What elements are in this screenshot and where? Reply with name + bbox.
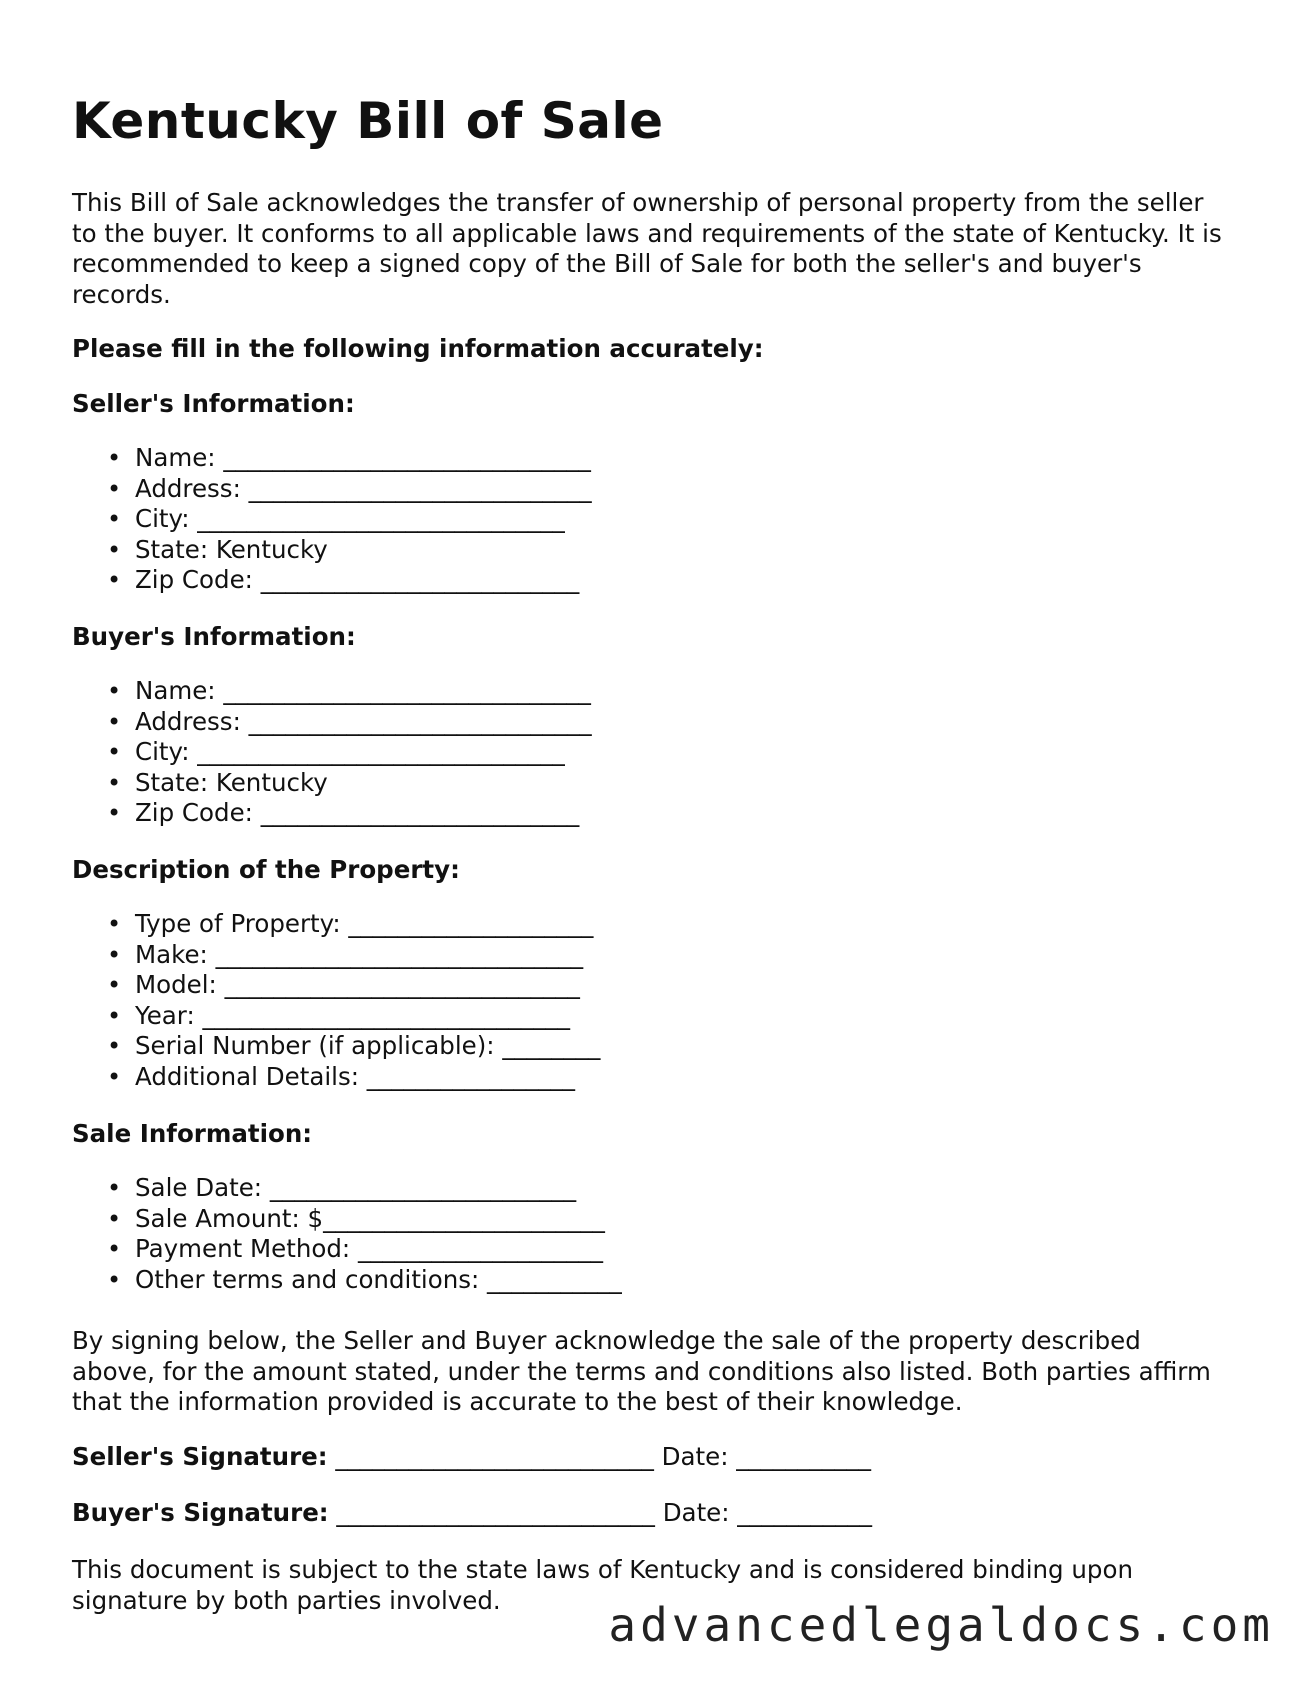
seller-name-field[interactable]: • Name: ______________________________ (72, 443, 592, 474)
seller-zip-field[interactable]: • Zip Code: __________________________ (72, 565, 592, 596)
buyer-signature-row (72, 1498, 872, 1528)
property-section (72, 855, 600, 1092)
seller-address-field[interactable]: • Address: ____________________________ (72, 474, 592, 505)
seller-list (72, 443, 592, 596)
property-make-field[interactable]: • Make: ______________________________ (72, 940, 600, 971)
property-year-field[interactable]: • Year: ______________________________ (72, 1001, 600, 1032)
seller-signature-label: Seller's Signature: (72, 1442, 328, 1471)
buyer-signature-label: Buyer's Signature: (72, 1498, 329, 1527)
seller-heading: Seller's Information: (72, 389, 355, 418)
seller-signature-row (72, 1442, 871, 1472)
property-model-field[interactable]: • Model: _____________________________ (72, 970, 600, 1001)
property-heading: Description of the Property: (72, 855, 460, 884)
seller-section (72, 389, 592, 596)
watermark-text: advancedlegaldocs.com (608, 1598, 1274, 1652)
buyer-zip-field[interactable]: • Zip Code: __________________________ (72, 798, 592, 829)
sale-date-field[interactable]: • Sale Date: _________________________ (72, 1173, 622, 1204)
buyer-address-field[interactable]: • Address: ____________________________ (72, 707, 592, 738)
other-terms-field[interactable]: • Other terms and conditions: ___________ (72, 1265, 622, 1296)
seller-state-field: • State: Kentucky (72, 535, 592, 566)
property-serial-field[interactable]: • Serial Number (if applicable): ________ (72, 1031, 600, 1062)
buyer-state-field: • State: Kentucky (72, 768, 592, 799)
buyer-signature-field[interactable]: __________________________ Date: ___________ (336, 1498, 873, 1527)
intro-paragraph: This Bill of Sale acknowledges the transfer of ownership of personal property from the seller to the buyer. It conforms to all applicable laws and requirements of the state of Kentucky. It is recommended to keep a signed copy of the Bill of Sale for both the seller's and buyer's records. (72, 188, 1222, 309)
seller-city-field[interactable]: • City: ______________________________ (72, 504, 592, 535)
buyer-city-field[interactable]: • City: ______________________________ (72, 737, 592, 768)
property-details-field[interactable]: • Additional Details: _________________ (72, 1062, 600, 1093)
buyer-section (72, 622, 592, 829)
closing-paragraph: This document is subject to the state laws of Kentucky and is considered binding upon signature by both parties involved. (72, 1555, 1133, 1615)
property-list (72, 909, 600, 1092)
document-title: Kentucky Bill of Sale (72, 92, 664, 150)
buyer-list (72, 676, 592, 829)
seller-signature-field[interactable]: __________________________ Date: ___________ (335, 1442, 872, 1471)
sale-list (72, 1173, 622, 1295)
payment-method-field[interactable]: • Payment Method: ____________________ (72, 1234, 622, 1265)
acknowledgement-paragraph: By signing below, the Seller and Buyer acknowledge the sale of the property described above, for the amount stated, under the terms and conditions also listed. Both parties affirm that the information provided is accurate to the best of their knowledge. (72, 1326, 1211, 1416)
sale-amount-field[interactable]: • Sale Amount: $_______________________ (72, 1204, 622, 1235)
sale-heading: Sale Information: (72, 1119, 313, 1148)
sale-section (72, 1119, 622, 1295)
buyer-name-field[interactable]: • Name: ______________________________ (72, 676, 592, 707)
buyer-heading: Buyer's Information: (72, 622, 356, 651)
instructions-text: Please fill in the following information accurately: (72, 334, 764, 363)
property-type-field[interactable]: • Type of Property: ____________________ (72, 909, 600, 940)
